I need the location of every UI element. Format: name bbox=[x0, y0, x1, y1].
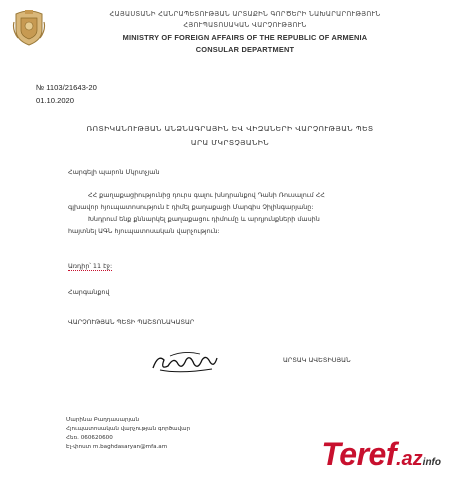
addressee-name: ԱՐԱ ՄԿՐՏՉՅԱՆԻՆ bbox=[190, 138, 270, 147]
signatory-title: ՎԱՐՉՈՒԹՅԱՆ ՊԵՏԻ ՊԱՇՏՈՆԱԿԱՏԱՐ bbox=[68, 318, 195, 326]
watermark-main: Teref bbox=[321, 436, 396, 472]
header-ministry-armenian: ՀԱՅԱՍՏԱՆԻ ՀԱՆՐԱՊԵՏՈՒԹՅԱՆ ԱՐՏԱՔԻՆ ԳՈՐԾԵՐԻ ՆԱԽԱՐԱՐՈՒԹՅՈՒՆ bbox=[109, 10, 381, 18]
paragraph-1-line-2: գլխավոր հյուպատոսություն է դիմել քաղաքացի Մարգիս Չիլինգարյանը: bbox=[68, 203, 314, 211]
reference-date: 01.10.2020 bbox=[36, 96, 75, 105]
closing: Հարգանքով bbox=[68, 288, 110, 296]
handwritten-signature bbox=[150, 348, 220, 376]
paragraph-2-line-1: Խնդրում ենք քննարկել քաղաքացու դիմումը և արդյունքների մասին bbox=[88, 215, 320, 223]
addressee-title: ՌՈՏԻԿԱՆՈՒԹՅԱՆ ԱՆՁՆԱԳՐԱՅԻՆ ԵՎ ՎԻԶԱՆԵՐԻ ՎԱՐՉՈՒԹՅԱՆ ՊԵՏ bbox=[86, 124, 374, 133]
greeting: Հարգելի պարոն Մկրտչյան bbox=[68, 168, 160, 176]
coat-of-arms-emblem bbox=[12, 8, 46, 46]
signatory-name: ԱՐՏԱԿ ԱՎԵՏԻՍՅԱՆ bbox=[283, 356, 351, 364]
executor-phone: Հեռ. 060620600 bbox=[66, 435, 113, 441]
watermark-domain: .az bbox=[395, 448, 423, 470]
executor-unit: Հյուպատոսական վարչության գործավար bbox=[66, 426, 191, 432]
attachment-note: Առդիր՝ 11 էջ: bbox=[68, 262, 113, 270]
paragraph-1-line-1: ՀՀ քաղաքացիությունից դուրս գալու խնդրանքով Դանի Ռուսալում ՀՀ bbox=[88, 191, 325, 199]
header-ministry-english: MINISTRY OF FOREIGN AFFAIRS OF THE REPUBLIC OF ARMENIA bbox=[122, 33, 368, 42]
executor-name: Մարինա Բաղդասարյան bbox=[66, 417, 140, 423]
watermark-suffix: info bbox=[422, 457, 441, 468]
header-department-english: CONSULAR DEPARTMENT bbox=[195, 45, 295, 54]
executor-email: Էլ-փոստ m.baghdasaryan@mfa.am bbox=[66, 444, 168, 450]
header-department-armenian: ՀՅՈՒՊԱՏՈՍԱԿԱՆ ՎԱՐՉՈՒԹՅՈՒՆ bbox=[183, 21, 307, 29]
site-watermark bbox=[321, 436, 441, 473]
paragraph-2-line-2: հայտնել ԱԳՆ հյուպատոսական վարչություն: bbox=[68, 227, 220, 235]
reference-number: № 1103/21643-20 bbox=[36, 83, 97, 92]
